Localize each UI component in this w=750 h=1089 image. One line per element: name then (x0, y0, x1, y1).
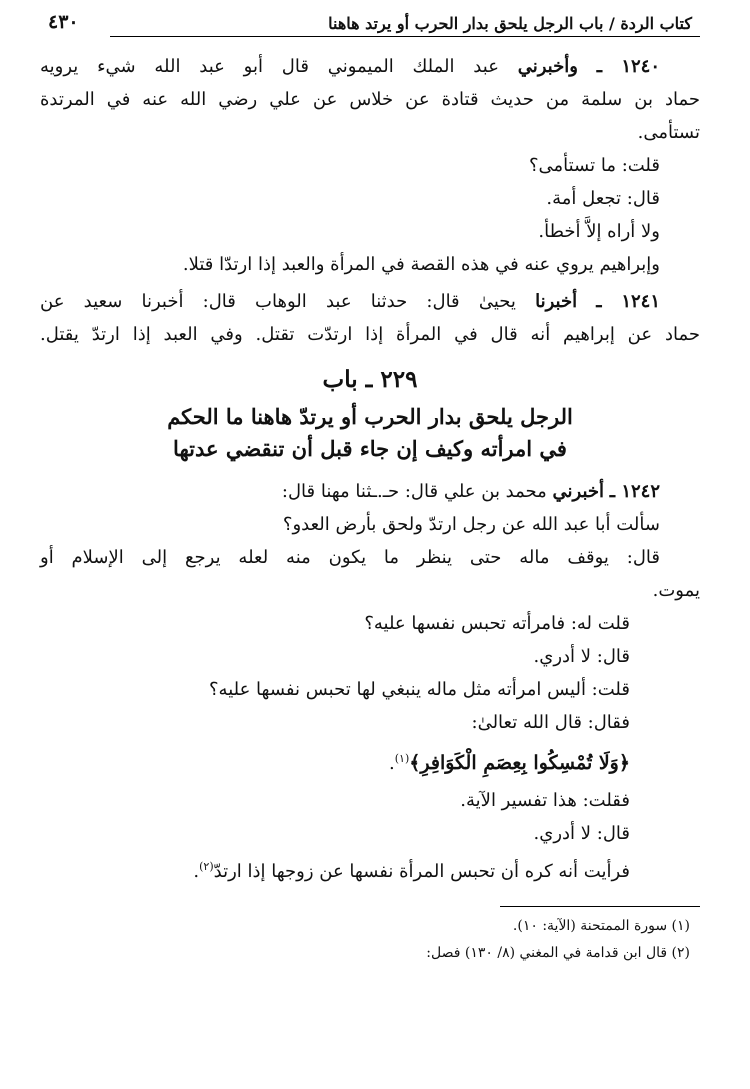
page-header (40, 8, 700, 40)
dialogue-line: قال: تجعل أمة. (546, 188, 660, 209)
paragraph-line: يموت. (652, 580, 700, 601)
paragraph-1242 (40, 475, 700, 607)
hadith-lead: أخبرني (552, 481, 605, 502)
quran-verse: ﴿وَلَا تُمْسِكُوا بِعِصَمِ الْكَوَافِرِ﴾ (409, 752, 630, 774)
hadith-number: ١٢٤٠ ـ (596, 56, 660, 77)
paragraph-line: حماد بن سلمة من حديث قتادة عن خلاس عن علي رضي الله عنه في المرتدة (40, 89, 700, 110)
page-number: ٤٣٠ (48, 11, 79, 33)
footnote-1: (١) سورة الممتحنة (الآية: ١٠). (512, 918, 690, 934)
dialogue-line: وإبراهيم يروي عنه في هذه القصة في المرأة والعبد إذا ارتدّا قتلا. (182, 254, 660, 275)
line-text: عبد الملك الميموني قال أبو عبد الله شيء يرويه (40, 56, 499, 77)
hadith-number: ١٢٤٢ ـ (609, 481, 660, 502)
footnote-rule (500, 906, 700, 907)
footnote-2: (٢) قال ابن قدامة في المغني (٨/ ١٣٠) فصل: (426, 945, 690, 961)
footnote-ref: (١) (394, 752, 410, 765)
paragraph-line (40, 475, 700, 508)
dialogue-line: قال: لا أدري. (533, 823, 630, 844)
book-page (40, 8, 700, 967)
dialogue-line: قال: لا أدري. (533, 646, 630, 667)
footnote-ref: (٢) (199, 860, 214, 873)
hadith-number: ١٢٤١ ـ (596, 291, 660, 312)
dialogue-line: فقلت: هذا تفسير الآية. (460, 790, 630, 811)
hadith-lead: وأخبرني (517, 56, 578, 77)
dialogue-line: قلت له: فامرأته تحبس نفسها عليه؟ (364, 613, 630, 634)
dialogue-line: قلت: ما تستأمى؟ (528, 155, 660, 176)
paragraph-1241 (40, 285, 700, 351)
paragraph-line (40, 285, 700, 318)
running-title: كتاب الردة / باب الرجل يلحق بدار الحرب أو يرتد هاهنا (328, 14, 692, 33)
paragraph-line: سألت أبا عبد الله عن رجل ارتدّ ولحق بأرض العدو؟ (282, 514, 660, 535)
paragraph-line (40, 50, 700, 83)
paragraph-line: حماد عن إبراهيم أنه قال في المرأة إذا ارتدّت تقتل. وفي العبد إذا ارتدّ يقتل. (40, 324, 700, 345)
line-text: يحيىٰ قال: حدثنا عبد الوهاب قال: أخبرنا سعيد عن (40, 291, 516, 312)
dialogue-line: فرأيت أنه كره أن تحبس المرأة نفسها عن زوجها إذا ارتدّ$^{(٢)}$. (193, 860, 630, 882)
paragraph-1240 (40, 50, 700, 149)
chapter-title-line: الرجل يلحق بدار الحرب أو يرتدّ هاهنا ما الحكم (167, 404, 573, 429)
hadith-lead: أخبرنا (535, 291, 578, 312)
paragraph-line: قال: يوقف ماله حتى ينظر ما يكون منه لعله يرجع إلى الإسلام أو (40, 547, 660, 568)
dialogue-line: ولا أراه إلاَّ أخطأ. (538, 221, 660, 242)
chapter-title-line: في امرأته وكيف إن جاء قبل أن تنقضي عدتها (173, 436, 567, 461)
chapter-number: ٢٢٩ ـ باب (322, 366, 418, 393)
dialogue-line: فقال: قال الله تعالىٰ: (471, 712, 630, 733)
header-rule (110, 36, 700, 37)
paragraph-line: تستأمى. (637, 122, 700, 143)
dialogue-line: قلت: أليس امرأته مثل ماله ينبغي لها تحبس نفسها عليه؟ (209, 679, 630, 700)
line-text: محمد بن علي قال: حـ.ـثنا مهنا قال: (281, 481, 547, 502)
quran-verse-line: ﴿وَلَا تُمْسِكُوا بِعِصَمِ الْكَوَافِرِ﴾$^{(١)}$. (389, 752, 630, 774)
line-text: فرأيت أنه كره أن تحبس المرأة نفسها عن زوجها إذا ارتدّ (213, 861, 630, 882)
